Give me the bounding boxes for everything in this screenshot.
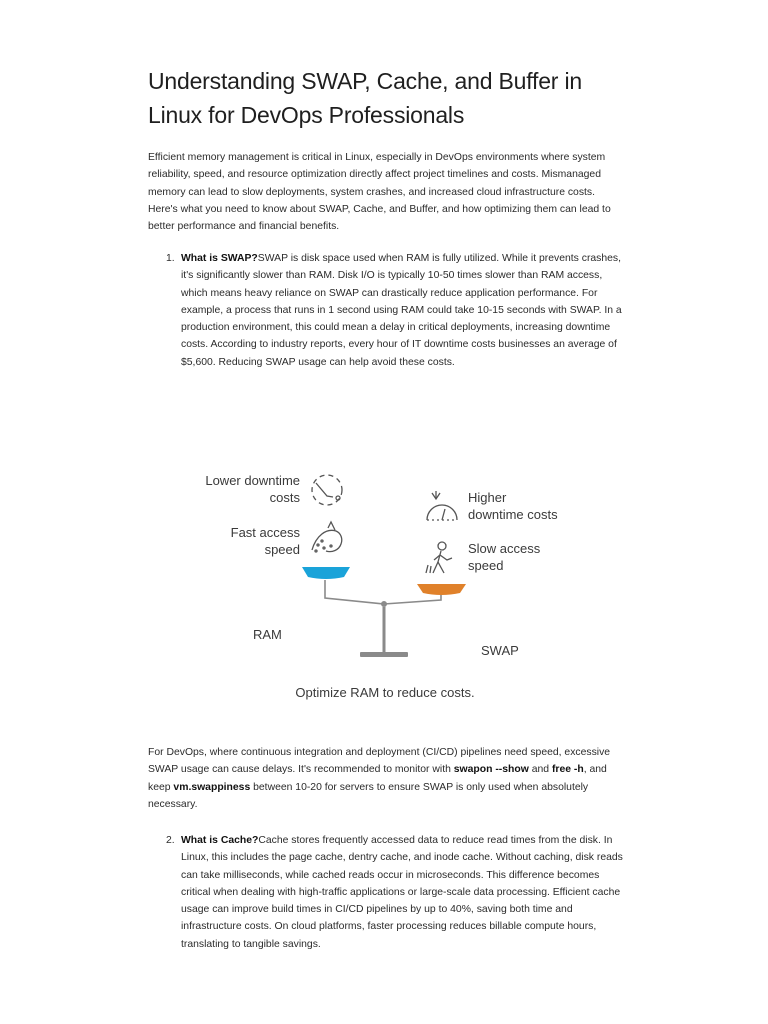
list-number: 1.	[166, 253, 175, 264]
list-number: 2.	[166, 835, 175, 846]
scale-pivot	[381, 601, 387, 607]
label-line: speed	[264, 542, 300, 557]
scale-beam	[325, 580, 441, 604]
devops-text-2: and	[528, 764, 552, 776]
label-line: costs	[269, 490, 300, 505]
label-higher-downtime	[468, 489, 608, 523]
label-line: speed	[468, 558, 504, 573]
walking-person-icon	[426, 542, 452, 573]
label-line: Fast access	[230, 525, 300, 540]
label-slow-access	[468, 540, 608, 574]
list-body: SWAP is disk space used when RAM is fully utilized. While it prevents crashes, it's significantly slower than RAM. Disk I/O is typically 10-50 times slower than RAM access, which means heavy reliance on SWAP can drastically reduce application performance. For example, a process that runs in 1 second using RAM could take 10-15 seconds with SWAP. In a production environment, this could mean a delay in critical deployments, increasing downtime costs. According to industry reports, every hour of IT downtime costs businesses an average of $5,600. Reducing SWAP usage can help avoid these costs.	[181, 253, 622, 368]
list-text	[181, 832, 626, 953]
swap-label: SWAP	[481, 643, 519, 658]
devops-text-1: For DevOps, where continuous integration and deployment (CI/CD) pipelines need speed, excessive SWAP usage can cause delays. It's recommended to monitor with	[148, 747, 611, 776]
setting-swappiness: vm.swappiness	[173, 781, 251, 793]
label-line: downtime costs	[468, 507, 558, 522]
label-lower-downtime	[170, 472, 300, 506]
list-heading: What is Cache?	[181, 835, 259, 846]
scale-base	[360, 652, 408, 657]
ram-pan	[302, 567, 350, 579]
label-line: Higher	[468, 490, 507, 505]
speed-gauge-icon	[427, 491, 457, 520]
list-body: Cache stores frequently accessed data to reduce read times from the disk. In Linux, this includes the page cache, dentry cache, and inode cache. Without caching, disk reads can take milliseconds, while cached reads occur in microseconds. This difference becomes critical when dealing with high-traffic applications or large-scale data processing. Efficient cache usage can improve build times in CI/CD pipelines by up to 40%, saving both time and infrastructure costs. On cloud platforms, faster processing reduces billable compute hours, translating to tangible savings.	[181, 835, 623, 950]
label-line: Slow access	[468, 541, 541, 556]
list-heading: What is SWAP?	[181, 253, 258, 264]
label-line: Lower downtime	[205, 473, 300, 488]
list-text	[181, 250, 626, 371]
command-free: free -h	[551, 764, 584, 776]
clock-icon	[312, 475, 342, 505]
devops-text-4: between 10-20 for servers to ensure SWAP is only used when absolutely necessary.	[148, 781, 589, 810]
diagram-caption: Optimize RAM to reduce costs.	[295, 685, 475, 700]
command-swapon: swapon --show	[453, 764, 529, 776]
label-fast-access	[170, 524, 300, 558]
ram-label: RAM	[253, 627, 282, 642]
intro-paragraph: Efficient memory management is critical in Linux, especially in DevOps environments where system reliability, speed, and resource optimization directly affect project timelines and costs. Mismanaged memory can lead to slow deployments, system crashes, and increased cloud infrastructure costs. Here's what you need to know about SWAP, Cache, and Buffer, and how optimizing them can lead to better performance and financial benefits.	[148, 152, 611, 233]
cheetah-icon	[312, 522, 342, 552]
devops-text-3: , and keep	[148, 764, 607, 793]
devops-paragraph	[148, 744, 626, 813]
page-title: Understanding SWAP, Cache, and Buffer in Linux for DevOps Professionals	[148, 68, 582, 128]
swap-pan	[417, 584, 466, 595]
